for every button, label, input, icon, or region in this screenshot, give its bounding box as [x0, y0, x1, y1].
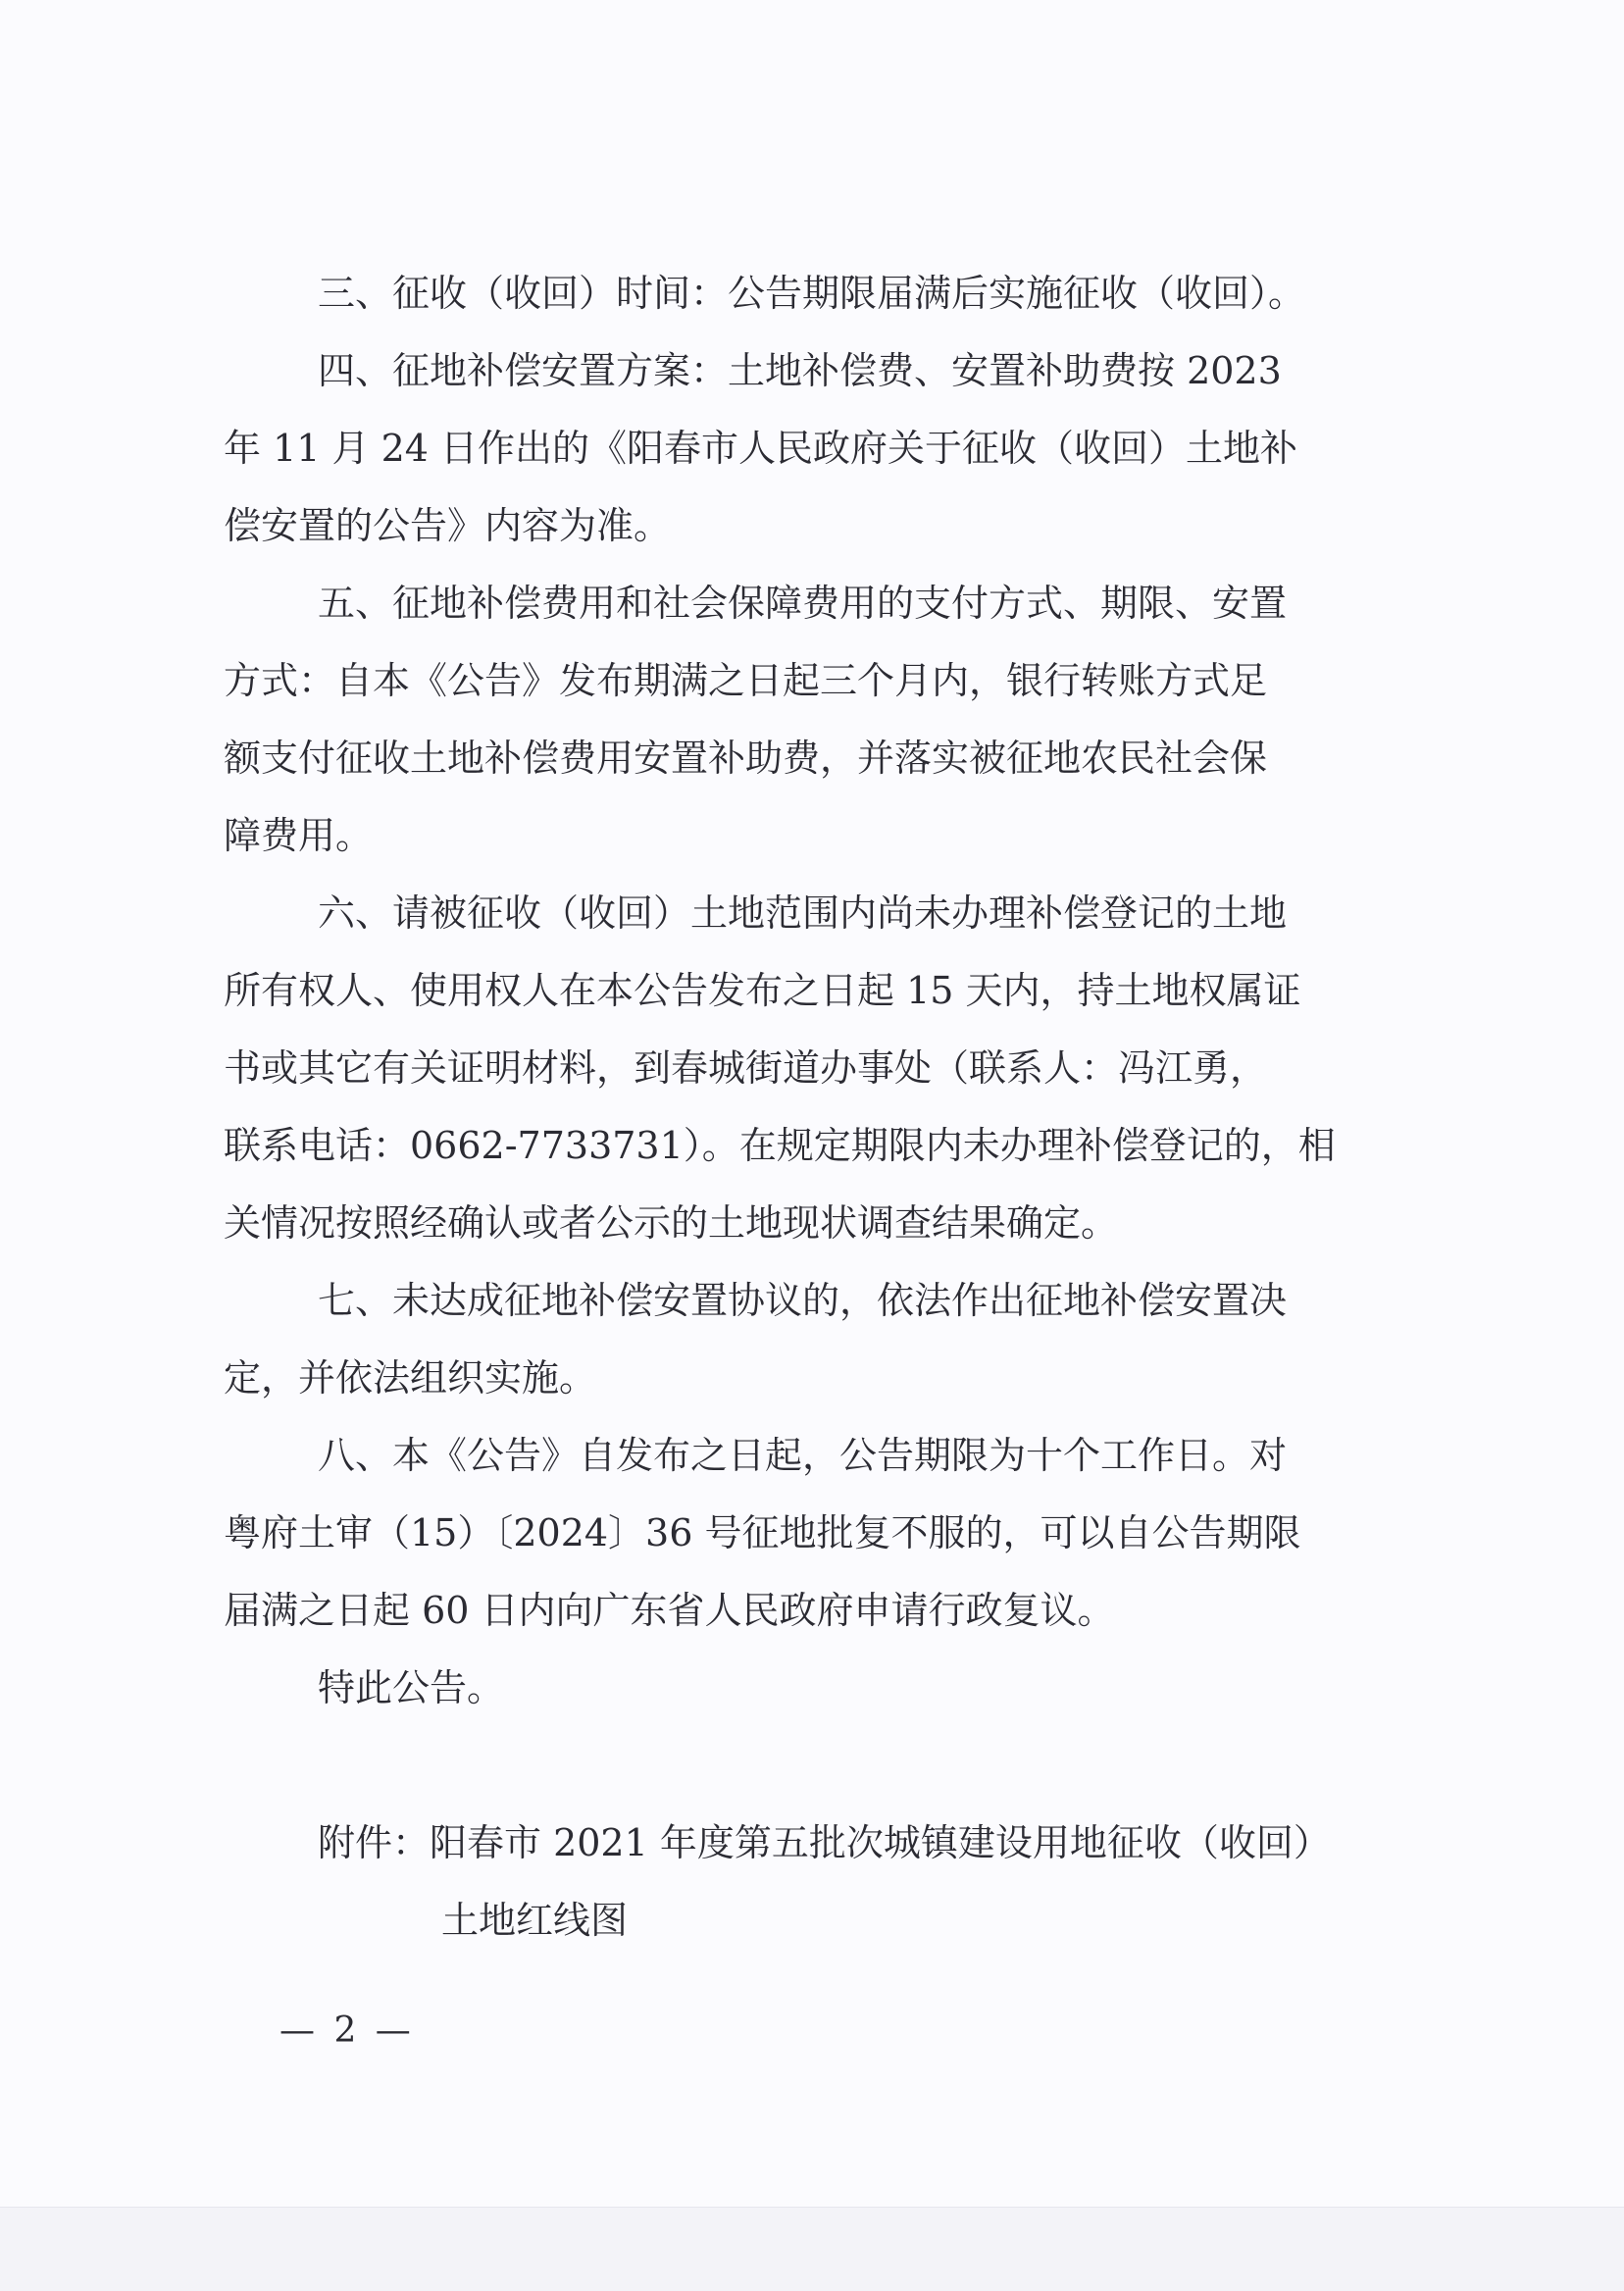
section-5-line-2: 方式：自本《公告》发布期满之日起三个月内，银行转账方式足	[224, 659, 1268, 702]
section-6-line-2: 所有权人、使用权人在本公告发布之日起 15 天内，持土地权属证	[224, 969, 1301, 1012]
attachment-line-2: 土地红线图	[441, 1899, 629, 1942]
notice-body	[224, 255, 1430, 1960]
section-6-line-4: 联系电话：0662-7733731）。在规定期限内未办理补偿登记的，相	[224, 1124, 1336, 1167]
section-4-line-1: 四、征地补偿安置方案：土地补偿费、安置补助费按 2023	[318, 349, 1282, 392]
section-5-line-4: 障费用。	[224, 814, 374, 857]
section-5-line-1: 五、征地补偿费用和社会保障费用的支付方式、期限、安置	[318, 582, 1288, 625]
spacer	[224, 1727, 1430, 1805]
section-7-line-1: 七、未达成征地补偿安置协议的，依法作出征地补偿安置决	[318, 1279, 1288, 1322]
section-6-line-3: 书或其它有关证明材料，到春城街道办事处（联系人：冯江勇，	[224, 1046, 1268, 1090]
section-4-line-3: 偿安置的公告》内容为准。	[224, 504, 672, 547]
section-8-line-1: 八、本《公告》自发布之日起，公告期限为十个工作日。对	[318, 1434, 1288, 1477]
section-8-line-3: 届满之日起 60 日内向广东省人民政府申请行政复议。	[224, 1589, 1115, 1632]
section-6-line-5: 关情况按照经确认或者公示的土地现状调查结果确定。	[224, 1201, 1119, 1245]
section-6-line-1: 六、请被征收（收回）土地范围内尚未办理补偿登记的土地	[318, 891, 1288, 935]
page-number: — 2 —	[279, 2011, 415, 2051]
section-3-line-1: 三、征收（收回）时间：公告期限届满后实施征收（收回）。	[318, 272, 1306, 315]
attachment-line-1: 附件：阳春市 2021 年度第五批次城镇建设用地征收（收回）	[318, 1821, 1331, 1864]
section-7-line-2: 定，并依法组织实施。	[224, 1356, 597, 1400]
section-4-line-2: 年 11 月 24 日作出的《阳春市人民政府关于征收（收回）土地补	[224, 427, 1298, 470]
section-5-line-3: 额支付征收土地补偿费用安置补助费，并落实被征地农民社会保	[224, 737, 1268, 780]
section-8-line-2: 粤府土审（15）〔2024〕36 号征地批复不服的，可以自公告期限	[224, 1511, 1301, 1554]
closing-statement: 特此公告。	[318, 1666, 505, 1709]
